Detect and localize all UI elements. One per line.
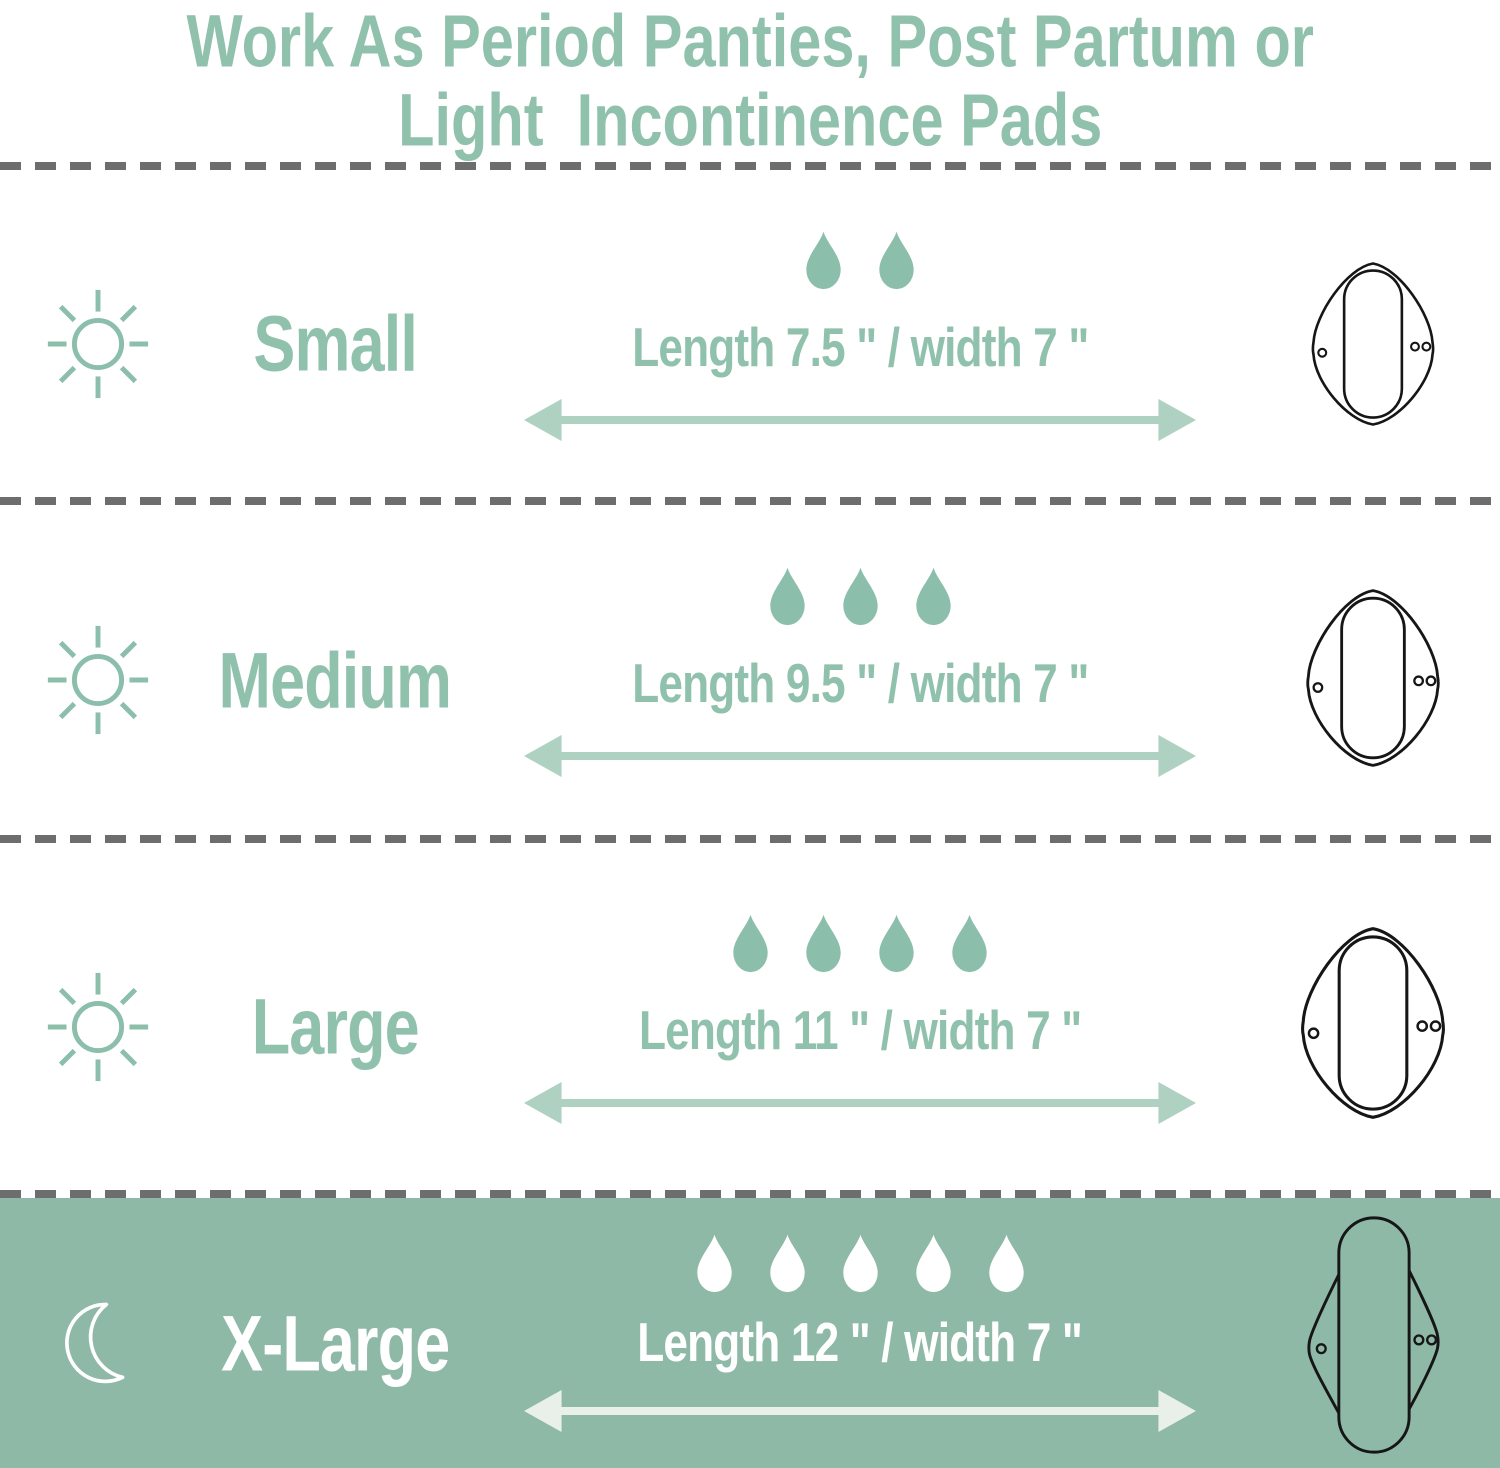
droplet-icon: [948, 909, 991, 975]
size-row-small: [0, 170, 1500, 497]
pad-illustration: [1297, 572, 1449, 784]
droplet-icon: [875, 226, 918, 292]
length-arrow-icon: [524, 1081, 1196, 1125]
dashed-divider: [0, 162, 1500, 170]
length-arrow-icon: [524, 734, 1196, 778]
dimensions-text: Length 7.5 " / width 7 ": [631, 316, 1089, 379]
title-line-1: Work As Period Panties, Post Partum or: [186, 0, 1314, 83]
daytime-indicator: [0, 968, 195, 1086]
size-label: Medium: [218, 636, 452, 724]
sun-icon: [39, 968, 157, 1086]
sun-icon: [39, 285, 157, 403]
pad-illustration: [1303, 255, 1443, 433]
size-row-xlarge: [0, 1198, 1500, 1468]
dimensions-text: Length 12 " / width 7 ": [637, 1312, 1083, 1374]
droplet-icon: [912, 562, 955, 628]
droplet-icon: [839, 1229, 882, 1295]
absorbency-drops: [802, 226, 918, 292]
droplet-icon: [693, 1229, 736, 1295]
size-row-medium: [0, 505, 1500, 835]
size-details: [475, 226, 1245, 442]
droplet-icon: [729, 909, 772, 975]
length-arrow-icon: [524, 1389, 1196, 1433]
size-label: X-Large: [220, 1299, 450, 1387]
droplet-icon: [766, 562, 809, 628]
moon-icon: [61, 1285, 135, 1401]
page-title: [0, 0, 1500, 162]
dashed-divider: [0, 497, 1500, 505]
dimensions-text: Length 9.5 " / width 7 ": [631, 653, 1089, 715]
daytime-indicator: [0, 285, 195, 403]
size-label: Large: [251, 982, 419, 1071]
dashed-divider: [0, 1190, 1500, 1198]
nighttime-indicator: [0, 1285, 195, 1401]
droplet-icon: [802, 226, 845, 292]
absorbency-drops: [766, 562, 955, 628]
dashed-divider: [0, 835, 1500, 843]
droplet-icon: [802, 909, 845, 975]
sun-icon: [39, 621, 157, 739]
pad-illustration: [1291, 900, 1455, 1146]
droplet-icon: [839, 562, 882, 628]
absorbency-drops: [693, 1233, 1028, 1295]
title-line-2: Light Incontinence Pads: [397, 78, 1103, 162]
size-label: Small: [253, 299, 417, 388]
droplet-icon: [875, 909, 918, 975]
droplet-icon: [912, 1229, 955, 1295]
daytime-indicator: [0, 621, 195, 739]
pad-illustration: [1299, 1212, 1447, 1458]
dimensions-text: Length 11 " / width 7 ": [638, 999, 1082, 1062]
droplet-icon: [985, 1229, 1028, 1295]
size-details: [475, 909, 1245, 1125]
size-details: [475, 1233, 1245, 1433]
size-details: [475, 562, 1245, 778]
absorbency-drops: [729, 909, 991, 975]
size-row-large: [0, 843, 1500, 1190]
droplet-icon: [766, 1229, 809, 1295]
length-arrow-icon: [524, 398, 1196, 442]
